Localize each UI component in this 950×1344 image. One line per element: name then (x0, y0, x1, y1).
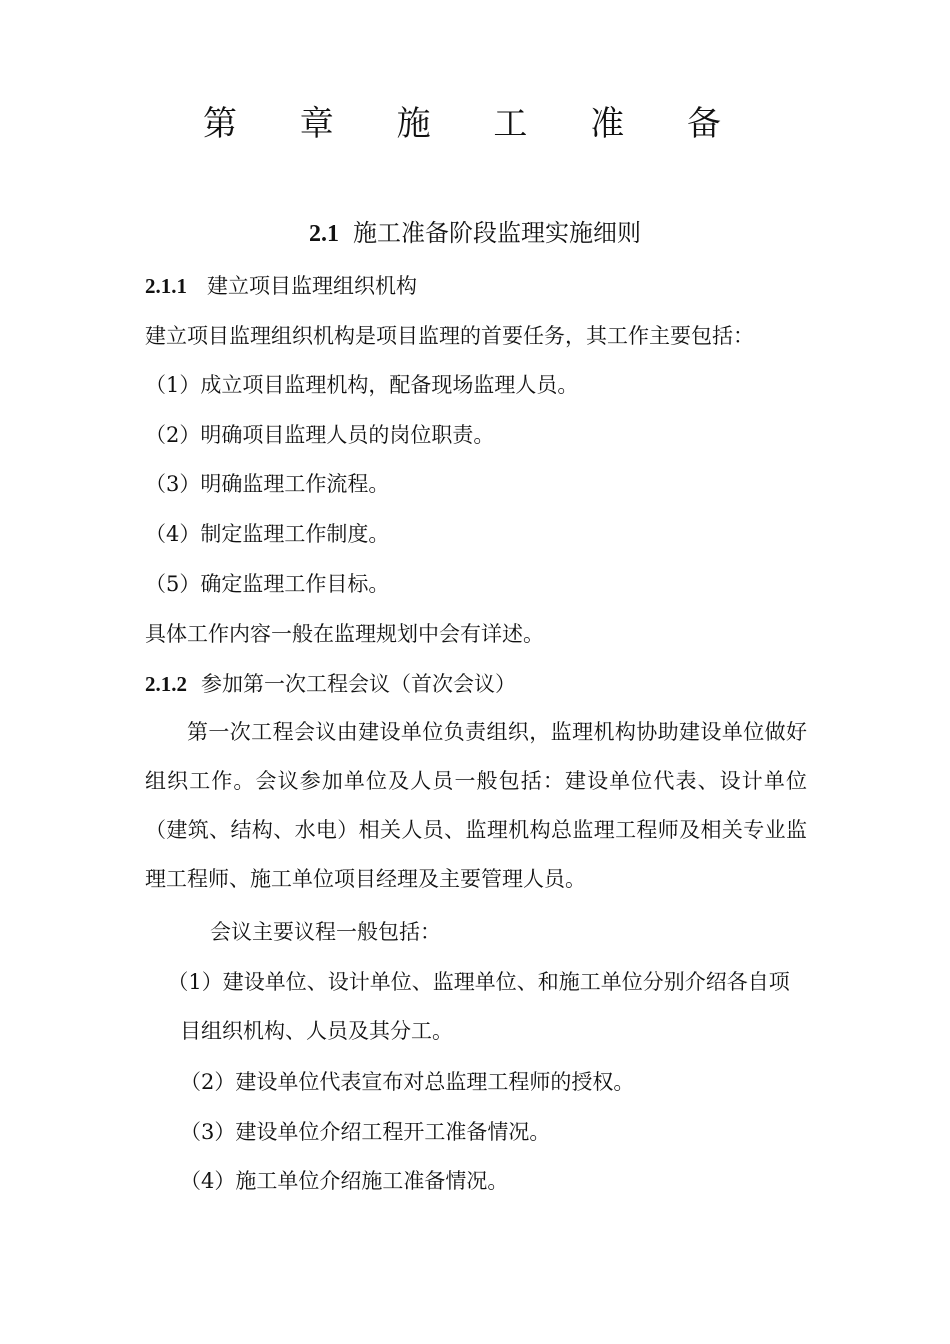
subsection-title-2: 参加第一次工程会议（首次会议） (201, 672, 516, 696)
subsection-1-item-3: （3）明确监理工作流程。 (145, 472, 390, 496)
subsection-2-item-3: （3）建设单位介绍工程开工准备情况。 (180, 1120, 551, 1144)
subsection-number-1: 2.1.1 (145, 274, 187, 298)
subsection-heading-1 (145, 272, 417, 300)
subsection-1-item-2: （2）明确项目监理人员的岗位职责。 (145, 423, 495, 447)
subsection-title-1: 建立项目监理组织机构 (207, 274, 417, 298)
subsection-1-item-5: （5）确定监理工作目标。 (145, 572, 390, 596)
subsection-2-item-2: （2）建设单位代表宣布对总监理工程师的授权。 (180, 1070, 635, 1094)
section-heading (0, 216, 950, 251)
subsection-2-item-1: （1）建设单位、设计单位、监理单位、和施工单位分别介绍各自项目组织机构、人员及其分工。 (167, 970, 790, 1043)
subsection-2-item-4: （4）施工单位介绍施工准备情况。 (180, 1169, 509, 1193)
subsection-1-item-4: （4）制定监理工作制度。 (145, 522, 390, 546)
subsection-heading-2 (145, 670, 516, 698)
chapter-title: 第 章 施 工 准 备 (202, 104, 748, 144)
subsection-1-item-1: （1）成立项目监理机构，配备现场监理人员。 (145, 373, 579, 397)
subsection-number-2: 2.1.2 (145, 672, 187, 696)
section-title-text: 施工准备阶段监理实施细则 (353, 219, 641, 247)
subsection-1-intro: 建立项目监理组织机构是项目监理的首要任务，其工作主要包括： (145, 324, 754, 348)
subsection-2-paragraph-2: 会议主要议程一般包括： (210, 920, 441, 944)
section-number: 2.1 (309, 221, 339, 247)
subsection-2-paragraph-1: 第一次工程会议由建设单位负责组织，监理机构协助建设单位做好组织工作。会议参加单位及人员一般包括：建设单位代表、设计单位（建筑、结构、水电）相关人员、监理机构总监理工程师及相关专业监理工程师、施工单位项目经理及主要管理人员。 (145, 720, 807, 891)
subsection-1-note: 具体工作内容一般在监理规划中会有详述。 (145, 622, 544, 646)
